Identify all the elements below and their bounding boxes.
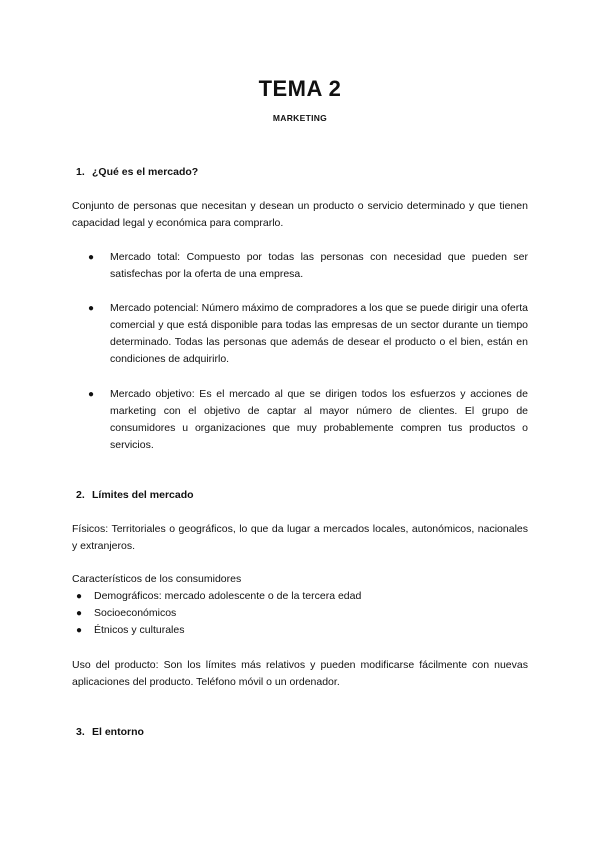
list-item-text: Demográficos: mercado adolescente o de la tercera edad — [94, 590, 362, 602]
section-heading-2 — [76, 489, 194, 501]
bullet-icon: ● — [88, 389, 95, 400]
section-title: ¿Qué es el mercado? — [92, 166, 199, 178]
section-number: 1. — [76, 166, 85, 178]
section-heading-1 — [76, 166, 198, 178]
limites-fisicos: Físicos: Territoriales o geográficos, lo que da lugar a mercados locales, autonómicos, nacionales y extranjeros. — [72, 523, 528, 552]
bullet-mercado-objetivo — [88, 386, 528, 454]
section-title: Límites del mercado — [92, 489, 194, 501]
bullet-icon: ● — [76, 608, 83, 619]
uso-del-producto: Uso del producto: Son los límites más relativos y pueden modificarse fácilmente con nuevas aplicaciones del producto. Teléfono móvil o un ordenador. — [72, 659, 528, 688]
bullet-icon: ● — [88, 252, 95, 263]
list-item-text: Socioeconómicos — [94, 607, 177, 619]
bullet-icon: ● — [88, 303, 95, 314]
document-title: TEMA 2 — [258, 76, 342, 101]
section-number: 3. — [76, 726, 85, 738]
bullet-text: Mercado objetivo: Es el mercado al que se dirigen todos los esfuerzos y acciones de marketing con el objetivo de captar al mayor número de clientes. El grupo de consumidores u organizaciones que muy probablemente compren tus productos o servicios. — [110, 388, 528, 451]
consumidores-label: Característicos de los consumidores — [72, 573, 242, 585]
bullet-icon: ● — [76, 591, 83, 602]
list-item — [72, 588, 528, 605]
bullet-mercado-potencial — [88, 300, 528, 368]
bullet-text: Mercado total: Compuesto por todas las personas con necesidad que pueden ser satisfechas por la oferta de una empresa. — [110, 251, 528, 280]
bullet-icon: ● — [76, 625, 83, 636]
section-number: 2. — [76, 489, 85, 501]
bullet-text: Mercado potencial: Número máximo de compradores a los que se puede dirigir una oferta comercial y que está disponible para todas las empresas de un sector durante un tiempo determinado. Todas las personas que además de desear el producto o el bien, están en condiciones de adquirirlo. — [110, 302, 528, 365]
bullet-mercado-total — [88, 249, 528, 283]
consumidores-list — [72, 571, 528, 639]
list-item — [72, 622, 528, 639]
section-1-intro: Conjunto de personas que necesitan y desean un producto o servicio determinado y que tienen capacidad legal y económica para comprarlo. — [72, 200, 528, 229]
list-item-text: Étnicos y culturales — [94, 624, 185, 636]
list-item — [72, 605, 528, 622]
section-heading-3 — [76, 726, 144, 738]
document-subtitle: MARKETING — [272, 113, 328, 123]
section-title: El entorno — [92, 726, 144, 738]
